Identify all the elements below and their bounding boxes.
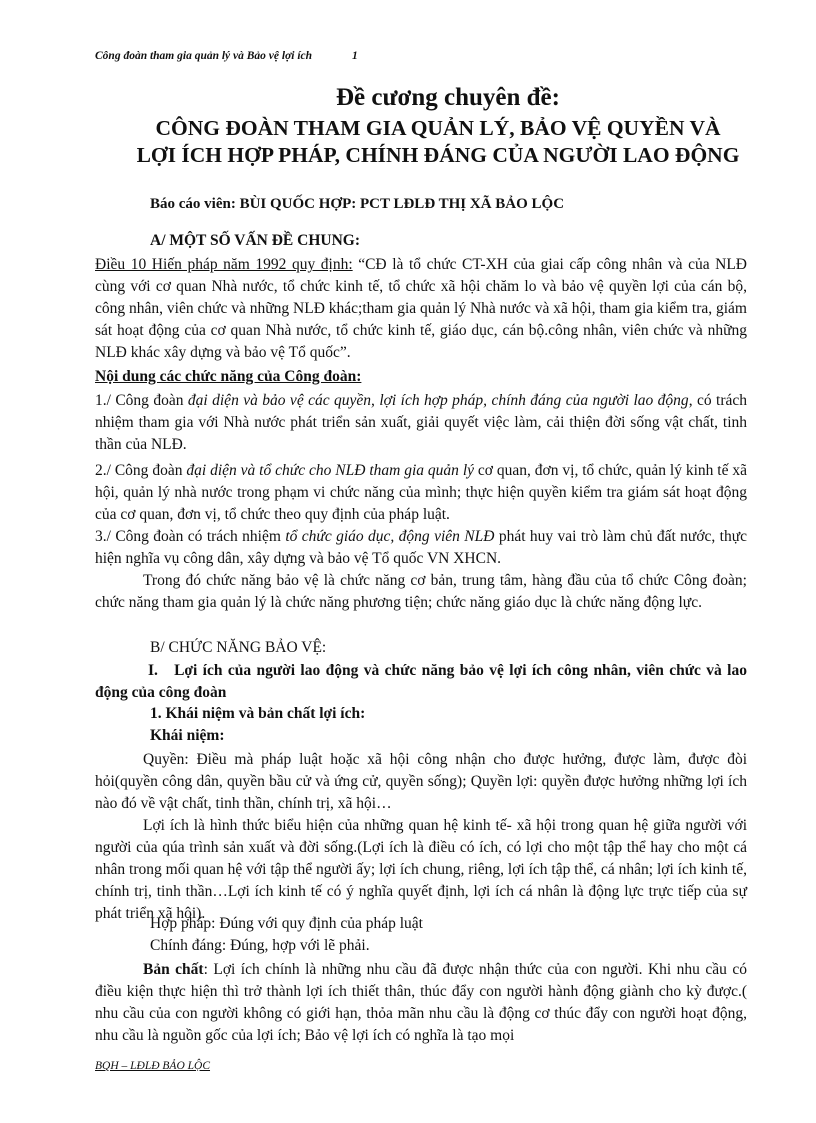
law-reference: Điều 10 Hiến pháp năm 1992 quy định: — [95, 256, 353, 273]
ban-chat-label: Bản chất — [143, 961, 204, 978]
document-title-line1: Đề cương chuyên đề: — [336, 84, 560, 111]
reporter-line: Báo cáo viên: BÙI QUỐC HỢP: PCT LĐLĐ THỊ XÃ BẢO LỘC — [150, 196, 565, 212]
sub1-text: Lợi ích của người lao động và chức năng bảo vệ lợi ích công nhân, viên chức và lao động của công đoàn — [95, 662, 747, 701]
header-title: Công đoàn tham gia quản lý và Bảo vệ lợi ích — [95, 50, 313, 62]
functions-heading: Nội dung các chức năng của Công đoàn: — [95, 368, 362, 385]
document-title-line2: CÔNG ĐOÀN THAM GIA QUẢN LÝ, BẢO VỆ QUYỀN VÀ — [155, 116, 721, 140]
ban-chat-text: : Lợi ích chính là những nhu cầu đã được nhận thức của con người. Khi nhu cầu có điều kiện thực hiện thì trở thành lợi ích thiết thân, thúc đẩy con người hành động giành cho kỳ được.( nhu cầu của con người không có giới hạn, thỏa mãn nhu cầu là động cơ thúc đẩy con người hoạt động, nhu cầu là nguồn gốc của lợi ích; Bảo vệ lợi ích có nghĩa là tạo mọi — [95, 961, 747, 1044]
function-3-emphasis: tổ chức giáo dục, động viên NLĐ — [285, 528, 495, 545]
function-1-prefix: 1./ Công đoàn — [95, 392, 188, 409]
paragraph-loi-ich: Lợi ích là hình thức biểu hiện của những quan hệ kinh tế- xã hội trong quan hệ giữa người với người của qúa trình sản xuất và đời sống.(Lợi ích là điều có ích, có lợi cho một tập thể hay cho một cá nhân trong mối quan hệ với tập thể người ấy; lợi ích chung, riêng, lợi ích tập thể, cá nhân; lợi ích kinh tế, chính trị, tinh thần…Lợi ích kinh tế có ý nghĩa quyết định, lợi ích cá nhân là động lực trực tiếp của sự phát triển xã hội). — [95, 817, 747, 922]
paragraph-ban-chat — [95, 959, 747, 1047]
running-header — [95, 50, 358, 62]
sub1-number: I. — [148, 662, 158, 679]
paragraph-quyen: Quyền: Điều mà pháp luật hoặc xã hội công nhận cho được hưởng, được làm, được đòi hỏi(quyền công dân, quyền bầu cử và ứng cử, quyền sống); Quyền lợi: quyền được hưởng những lợi ích nào đó về vật chất, tinh thần, chính trị, xã hội… — [95, 751, 747, 812]
section-a-heading: A/ MỘT SỐ VẤN ĐỀ CHUNG: — [150, 232, 360, 249]
paragraph-chinh-dang: Chính đáng: Đúng, hợp với lẽ phải. — [150, 937, 370, 954]
function-3-text: phát huy vai trò làm chủ đất nước, thực hiện nghĩa vụ công dân, xây dựng và bảo vệ Tổ quốc VN XHCN. — [95, 528, 747, 567]
concept-label: Khái niệm: — [150, 727, 225, 744]
function-2-text: cơ quan, đơn vị, tổ chức, quản lý kinh tế xã hội, quản lý nhà nước trong phạm vi chức năng của mình; thực hiện quyền kiểm tra giám sát hoạt động của cơ quan, đơn vị, tổ chức theo quy định của pháp luật. — [95, 462, 748, 523]
function-3-prefix: 3./ Công đoàn có trách nhiệm — [95, 528, 286, 545]
section-b-sub2: 1. Khái niệm và bản chất lợi ích: — [150, 705, 366, 722]
function-1-text: , có trách nhiệm tham gia với Nhà nước phát triển sản xuất, giải quyết việc làm, cải thiện đời sống vật chất, tinh thần của NLĐ. — [95, 392, 747, 453]
section-b-sub1 — [95, 660, 747, 704]
page-number: 1 — [352, 50, 358, 62]
function-1-emphasis: đại diện và bảo vệ các quyền, lợi ích hợp pháp, chính đáng của người lao động — [187, 392, 689, 409]
running-footer: BQH – LĐLĐ BẢO LỘC — [95, 1060, 211, 1072]
function-3 — [95, 526, 747, 570]
function-2 — [95, 460, 747, 526]
function-2-emphasis: đại diện và tổ chức cho NLĐ tham gia quản lý — [186, 462, 475, 479]
paragraph-hop-phap: Hợp pháp: Đúng với quy định của pháp luật — [150, 915, 423, 932]
function-1 — [95, 390, 747, 456]
law-paragraph — [95, 254, 747, 364]
document-title-line3: LỢI ÍCH HỢP PHÁP, CHÍNH ĐÁNG CỦA NGƯỜI LAO ĐỘNG — [136, 143, 740, 167]
functions-summary: Trong đó chức năng bảo vệ là chức năng cơ bản, trung tâm, hàng đầu của tổ chức Công đoàn; chức năng tham gia quản lý là chức năng phương tiện; chức năng giáo dục là chức năng động lực. — [95, 572, 747, 611]
function-2-prefix: 2./ Công đoàn — [95, 462, 187, 479]
section-b-heading: B/ CHỨC NĂNG BẢO VỆ: — [150, 639, 327, 656]
law-text: “CĐ là tổ chức CT-XH của giai cấp công nhân và của NLĐ cùng với cơ quan Nhà nước, tổ chức kinh tế, tổ chức xã hội chăm lo và bảo vệ quyền lợi của cán bộ, công nhân, viên chức và những NLĐ khác;tham gia quản lý Nhà nước và xã hội, tham gia kiểm tra, giám sát hoạt động của cơ quan Nhà nước, tổ chức kinh tế, giáo dục, cán bộ.công nhân, viên chức và những NLĐ khác xây dựng và bảo vệ Tổ quốc”. — [95, 256, 747, 361]
